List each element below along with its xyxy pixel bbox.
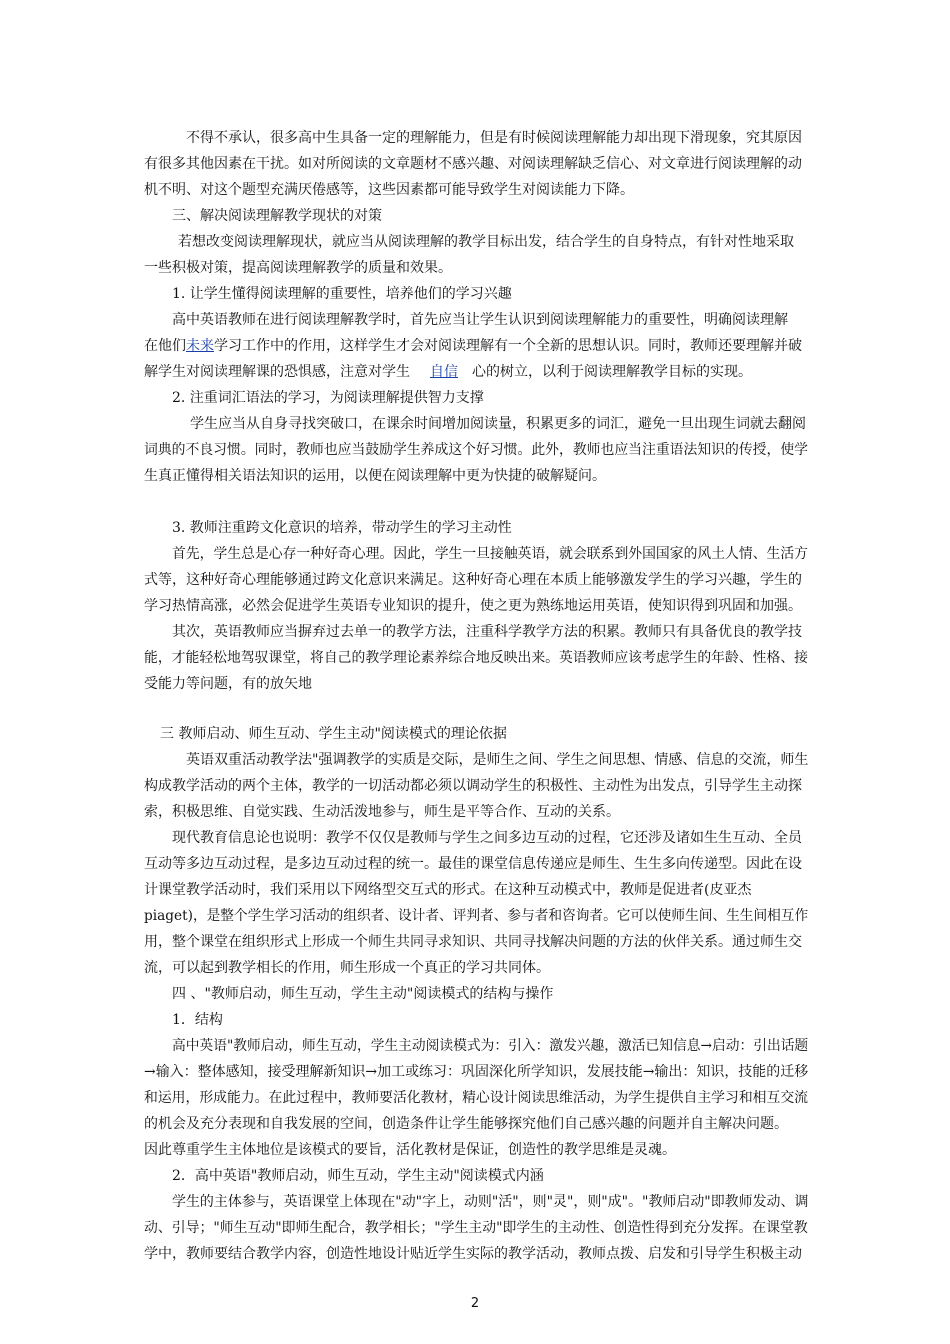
paragraph-2-line-1: 若想改变阅读理解现状，就应当从阅读理解的教学目标出发，结合学生的自身特点，有针对性地采取 (178, 234, 794, 250)
paragraph-2-line-2: 一些积极对策，提高阅读理解教学的质量和效果。 (144, 260, 452, 276)
paragraph-3-text: 心的树立，以利于阅读理解教学目标的实现。 (472, 364, 752, 380)
paragraph-5-line-3: 学习热情高涨，必然会促进学生英语专业知识的提升，使之更为熟练地运用英语，使知识得到巩固和加强。 (144, 598, 802, 614)
paragraph-4-line-2: 词典的不良习惯。同时，教师也应当鼓励学生养成这个好习惯。此外，教师也应当注重语法知识的传授，使学 (144, 442, 809, 458)
paragraph-8-line-1: 现代教育信息论也说明：教学不仅仅是教师与学生之间多边互动的过程，它还涉及诸如生生互动、全员 (172, 830, 802, 846)
sub-heading-1: 1．结构 (172, 1012, 223, 1028)
paragraph-1-line-1: 不得不承认，很多高中生具备一定的理解能力，但是有时候阅读理解能力却出现下滑现象，究其原因 (186, 130, 802, 146)
paragraph-10-line-1: 学生的主体参与，英语课堂上体现在"动"字上，动则"活"，则"灵"，则"成"。"教师启动"即教师发动、调 (172, 1194, 809, 1210)
paragraph-3-text: 解学生对阅读理解课的恐惧感，注意对学生 (144, 364, 410, 380)
paragraph-3-line-3 (144, 362, 752, 382)
paragraph-3-text: 在他们 (144, 338, 186, 354)
paragraph-6-line-2: 能，才能轻松地驾驭课堂，将自己的教学理论素养综合地反映出来。英语教师应该考虑学生的年龄、性格、接 (144, 650, 809, 666)
paragraph-8-line-3: 计课堂教学活动时，我们采用以下网络型交互式的形式。在这种互动模式中，教师是促进者(皮亚杰 (144, 882, 752, 898)
paragraph-8-line-5: 用，整个课堂在组织形式上形成一个师生共同寻求知识、共同寻找解决问题的方法的伙伴关系。通过师生交 (144, 934, 802, 950)
item-heading-1: 1. 让学生懂得阅读理解的重要性，培养他们的学习兴趣 (172, 286, 512, 302)
paragraph-9-line-4: 的机会及充分表现和自我发展的空间，创造条件让学生能够探究他们自己感兴趣的问题并自主解决问题。 (144, 1116, 788, 1132)
paragraph-7-line-1: 英语双重活动教学法"强调教学的实质是交际，是师生之间、学生之间思想、情感、信息的交流，师生 (186, 752, 809, 768)
paragraph-9-line-2: →输入：整体感知，接受理解新知识→加工或练习：巩固深化所学知识，发展技能→输出：知识，技能的迁移 (144, 1064, 809, 1080)
paragraph-6-line-3: 受能力等问题，有的放矢地 (144, 676, 312, 692)
confidence-link[interactable]: 自信 (430, 364, 458, 380)
paragraph-8-line-4: piaget)，是整个学生学习活动的组织者、设计者、评判者、参与者和咨询者。它可以使师生间、生生间相互作 (144, 908, 809, 924)
paragraph-4-line-3: 生真正懂得相关语法知识的运用，以便在阅读理解中更为快捷的破解疑问。 (144, 468, 606, 484)
item-heading-2: 2. 注重词汇语法的学习，为阅读理解提供智力支撑 (172, 390, 484, 406)
paragraph-10-line-3: 学中，教师要结合教学内容，创造性地设计贴近学生实际的教学活动，教师点拨、启发和引导学生积极主动 (144, 1246, 802, 1262)
page-number: 2 (470, 1296, 480, 1311)
paragraph-5-line-2: 式等，这种好奇心理能够通过跨文化意识来满足。这种好奇心理在本质上能够激发学生的学习兴趣，学生的 (144, 572, 802, 588)
section-heading-4: 四 、"教师启动，师生互动，学生主动"阅读模式的结构与操作 (172, 986, 554, 1002)
paragraph-3-line-1: 高中英语教师在进行阅读理解教学时，首先应当让学生认识到阅读理解能力的重要性，明确阅读理解 (172, 312, 788, 328)
paragraph-3-text: 学习工作中的作用，这样学生才会对阅读理解有一个全新的思想认识。同时，教师还要理解并破 (214, 338, 802, 354)
paragraph-3-line-2 (144, 336, 802, 356)
paragraph-8-line-2: 互动等多边互动过程，是多边互动过程的统一。最佳的课堂信息传递应是师生、生生多向传递型。因此在设 (144, 856, 802, 872)
paragraph-8-line-6: 流，可以起到教学相长的作用，师生形成一个真正的学习共同体。 (144, 960, 550, 976)
paragraph-4-line-1: 学生应当从自身寻找突破口，在课余时间增加阅读量，积累更多的词汇，避免一旦出现生词就去翻阅 (190, 416, 806, 432)
section-heading-3b: 三 教师启动、师生互动、学生主动"阅读模式的理论依据 (160, 726, 507, 742)
future-link[interactable]: 未来 (186, 338, 214, 354)
paragraph-9-line-5: 因此尊重学生主体地位是该模式的要旨，活化教材是保证，创造性的教学思维是灵魂。 (144, 1142, 676, 1158)
section-heading-3: 三、解决阅读理解教学现状的对策 (172, 208, 382, 224)
paragraph-7-line-2: 构成教学活动的两个主体，教学的一切活动都必须以调动学生的积极性、主动性为出发点，引导学生主动探 (144, 778, 802, 794)
paragraph-9-line-3: 和运用，形成能力。在此过程中，教师要活化教材，精心设计阅读思维活动，为学生提供自主学习和相互交流 (144, 1090, 809, 1106)
paragraph-10-line-2: 动、引导；"师生互动"即师生配合，教学相长；"学生主动"即学生的主动性、创造性得到充分发挥。在课堂教 (144, 1220, 808, 1236)
paragraph-5-line-1: 首先，学生总是心存一种好奇心理。因此，学生一旦接触英语，就会联系到外国国家的风土人情、生活方 (172, 546, 809, 562)
paragraph-7-line-3: 索，积极思维、自觉实践、生动活泼地参与，师生是平等合作、互动的关系。 (144, 804, 620, 820)
paragraph-1-line-2: 有很多其他因素在干扰。如对所阅读的文章题材不感兴趣、对阅读理解缺乏信心、对文章进行阅读理解的动 (144, 156, 802, 172)
item-heading-3: 3. 教师注重跨文化意识的培养，带动学生的学习主动性 (172, 520, 512, 536)
sub-heading-2: 2．高中英语"教师启动，师生互动，学生主动"阅读模式内涵 (172, 1168, 544, 1184)
paragraph-1-line-3: 机不明、对这个题型充满厌倦感等，这些因素都可能导致学生对阅读能力下降。 (144, 182, 634, 198)
paragraph-9-line-1: 高中英语"教师启动，师生互动，学生主动阅读模式为：引入：激发兴趣，激活已知信息→启动：引出话题 (172, 1038, 809, 1054)
paragraph-6-line-1: 其次，英语教师应当摒弃过去单一的教学方法，注重科学教学方法的积累。教师只有具备优良的教学技 (172, 624, 802, 640)
